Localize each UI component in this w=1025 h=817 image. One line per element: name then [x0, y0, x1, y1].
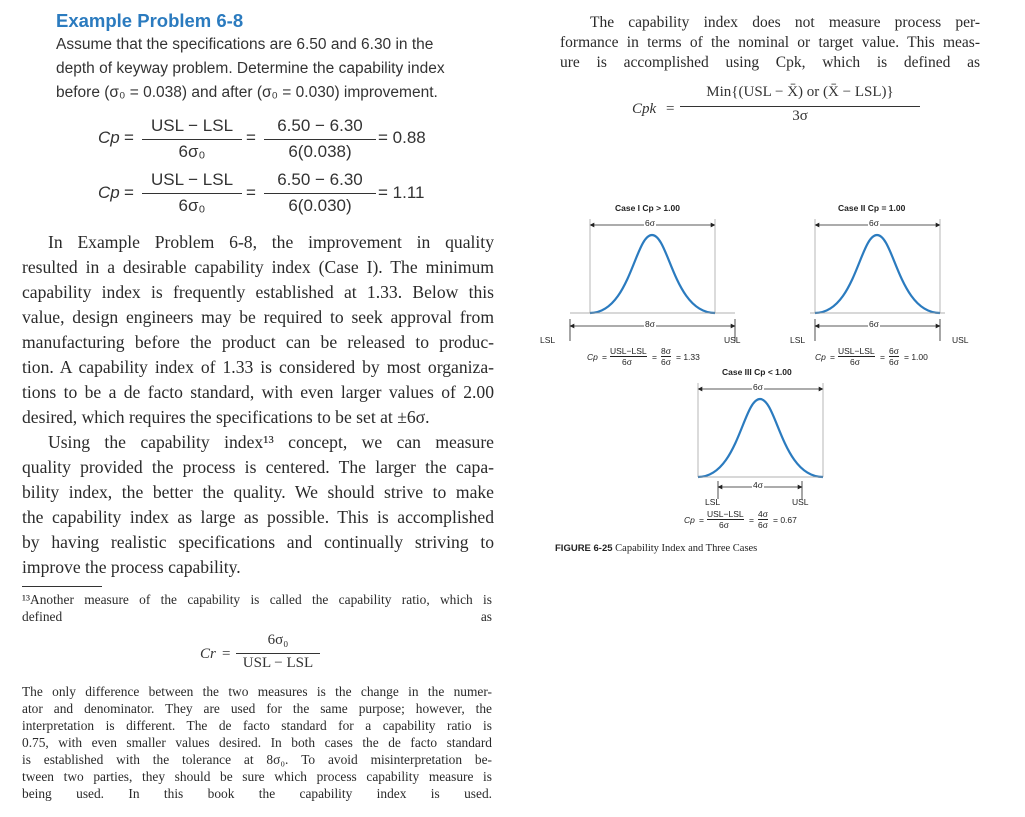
footnote-line: ¹³Another measure of the capability is called the capability ratio, which is: [22, 592, 492, 607]
body-line: tions to be a de facto standard, with even larger values of 2.00: [22, 382, 494, 402]
cp-value: 1.00: [911, 352, 928, 362]
ratio-numerator: 8σ: [661, 346, 671, 356]
footnote-line: tween two parties, they should be sure which process capability measure is: [22, 769, 492, 784]
figure-caption-text: Capability Index and Three Cases: [615, 543, 758, 554]
cp-denominator: 6σ: [622, 357, 632, 367]
example-line: Assume that the specifications are 6.50 and 6.30 in the: [56, 36, 434, 53]
body-line: desired, which requires the specifications to be set at ±6σ.: [22, 407, 430, 427]
cp-value: 0.67: [780, 515, 797, 525]
tolerance-label: 6σ: [869, 319, 879, 329]
spread-label: 6σ: [753, 382, 763, 392]
ratio-numerator: 6σ: [889, 346, 899, 356]
cp-symbol: Cp: [98, 183, 120, 202]
body-line: Using the capability index¹³ concept, we can measure: [48, 432, 494, 452]
body-line: by having realistic specifications and continually striving to: [22, 532, 494, 552]
cp-value: 1.33: [683, 352, 700, 362]
body-line: the capability index as large as possible. This is accomplished: [22, 507, 494, 527]
footnote-line: ator and denominator. They are used for the same purpose; however, the: [22, 701, 492, 716]
case-1-title: Case I Cp > 1.00: [615, 203, 680, 213]
footnote-line: interpretation is different. The de facto standard for a capability ratio is: [22, 718, 492, 733]
ratio-denominator: 6σ: [889, 357, 899, 367]
body-line: resulted in a desirable capability index (Case I). The minimum: [22, 257, 494, 277]
cp-symbol: Cp: [98, 128, 120, 147]
fraction-numerator: USL − LSL: [150, 170, 234, 189]
fraction-numerator: USL − LSL: [150, 116, 234, 135]
intro-line: formance in terms of the nominal or target value. This meas-: [560, 34, 980, 51]
figure-labels: Case I Cp > 1.00 6σ 8σ LSL USL Cp = USL−LSL 6σ = 8σ 6σ = 1.33 Case II Cp = 1.00 6σ 6σ LSL USL Cp = USL−LSL 6σ = 6σ 6σ = 1.00 Case III Cp < 1.00 6σ 4σ LSL USL Cp = USL−LSL 6σ = 4σ 6σ = 0.67: [540, 203, 969, 530]
fraction-denominator: 6(0.030): [288, 196, 352, 215]
fraction-numerator: 6.50 − 6.30: [277, 170, 363, 189]
fraction-numerator: Min{(USL − X̄) or (X̄ − LSL)}: [706, 84, 894, 100]
tolerance-label: 8σ: [645, 319, 655, 329]
figure-caption-label: FIGURE 6-25: [555, 543, 613, 554]
fraction-denominator: 6(0.038): [288, 142, 352, 161]
cp-numerator: USL−LSL: [707, 509, 744, 519]
cr-symbol: Cr: [200, 646, 216, 662]
example-line: depth of keyway problem. Determine the capability index: [56, 60, 445, 77]
footnote-line: defined as: [22, 609, 492, 624]
body-line: capability index is frequently established at 1.33. Below this: [22, 282, 494, 302]
usl-label: USL: [952, 335, 969, 345]
tolerance-label: 4σ: [753, 480, 763, 490]
equation-cp-before: Cp = USL − LSL 6σ₀ = 6.50 − 6.30 6(0.038) = 0.88: [98, 116, 426, 161]
figure-caption: [555, 543, 757, 554]
usl-label: USL: [724, 335, 741, 345]
footnote-line: The only difference between the two measures is the change in the numer-: [22, 684, 492, 699]
cp-numerator: USL−LSL: [610, 346, 647, 356]
fraction-denominator: 6σ₀: [178, 196, 206, 215]
intro-line: ure is accomplished using Cpk, which is defined as: [560, 54, 980, 71]
fraction-numerator: 6.50 − 6.30: [277, 116, 363, 135]
spread-label: 6σ: [645, 218, 655, 228]
ratio-denominator: 6σ: [758, 520, 768, 530]
body-line: manufacturing before the product can be released to produc-: [22, 332, 494, 352]
body-line: quality provided the process is centered. The larger the capa-: [22, 457, 494, 477]
body-line: In Example Problem 6-8, the improvement in quality: [48, 232, 494, 252]
capability-ratio-formula: Cr = 6σ₀ USL − LSL: [0, 0, 500, 680]
usl-label: USL: [792, 497, 809, 507]
cp-numerator: USL−LSL: [838, 346, 875, 356]
example-line: before (σ₀ = 0.038) and after (σ₀ = 0.030) improvement.: [56, 84, 438, 101]
cp-label: Cp: [587, 352, 598, 362]
cpk-symbol: Cpk: [632, 101, 657, 117]
footnote-line: is established with the tolerance at 8σ₀. To avoid misinterpretation be-: [22, 752, 492, 767]
fraction-denominator: 6σ₀: [178, 142, 206, 161]
cp-denominator: 6σ: [719, 520, 729, 530]
body-line: tion. A capability index of 1.33 is considered by most organiza-: [22, 357, 494, 377]
ratio-denominator: 6σ: [661, 357, 671, 367]
case-2-title: Case II Cp = 1.00: [838, 203, 906, 213]
equation-cp-after: Cp = USL − LSL 6σ₀ = 6.50 − 6.30 6(0.030) = 1.11: [98, 170, 425, 215]
intro-line: The capability index does not measure process per-: [590, 14, 980, 31]
ratio-numerator: 4σ: [758, 509, 768, 519]
lsl-label: LSL: [790, 335, 806, 345]
cpk-formula: Cpk = Min{(USL − X̄) or (X̄ − LSL)} 3σ: [560, 80, 980, 140]
body-line: value, design engineers may be required to seek approval from: [22, 307, 494, 327]
example-title: Example Problem 6-8: [56, 10, 244, 31]
body-line: bility index, the better the quality. We should strive to make: [22, 482, 494, 502]
cp-label: Cp: [815, 352, 826, 362]
body-line: improve the process capability.: [22, 557, 241, 577]
result-value: = 1.11: [378, 183, 425, 202]
cp-label: Cp: [684, 515, 695, 525]
footnote-line: 0.75, with even smaller values desired. In both cases the de facto standard: [22, 735, 492, 750]
case-3-title: Case III Cp < 1.00: [722, 367, 792, 377]
footnote-line: being used. In this book the capability index is used.: [22, 786, 492, 801]
result-value: = 0.88: [378, 128, 426, 147]
fraction-numerator: 6σ₀: [267, 632, 289, 648]
lsl-label: LSL: [540, 335, 556, 345]
fraction-denominator: USL − LSL: [242, 655, 314, 671]
fraction-denominator: 3σ: [792, 108, 808, 124]
lsl-label: LSL: [705, 497, 721, 507]
cp-denominator: 6σ: [850, 357, 860, 367]
spread-label: 6σ: [869, 218, 879, 228]
